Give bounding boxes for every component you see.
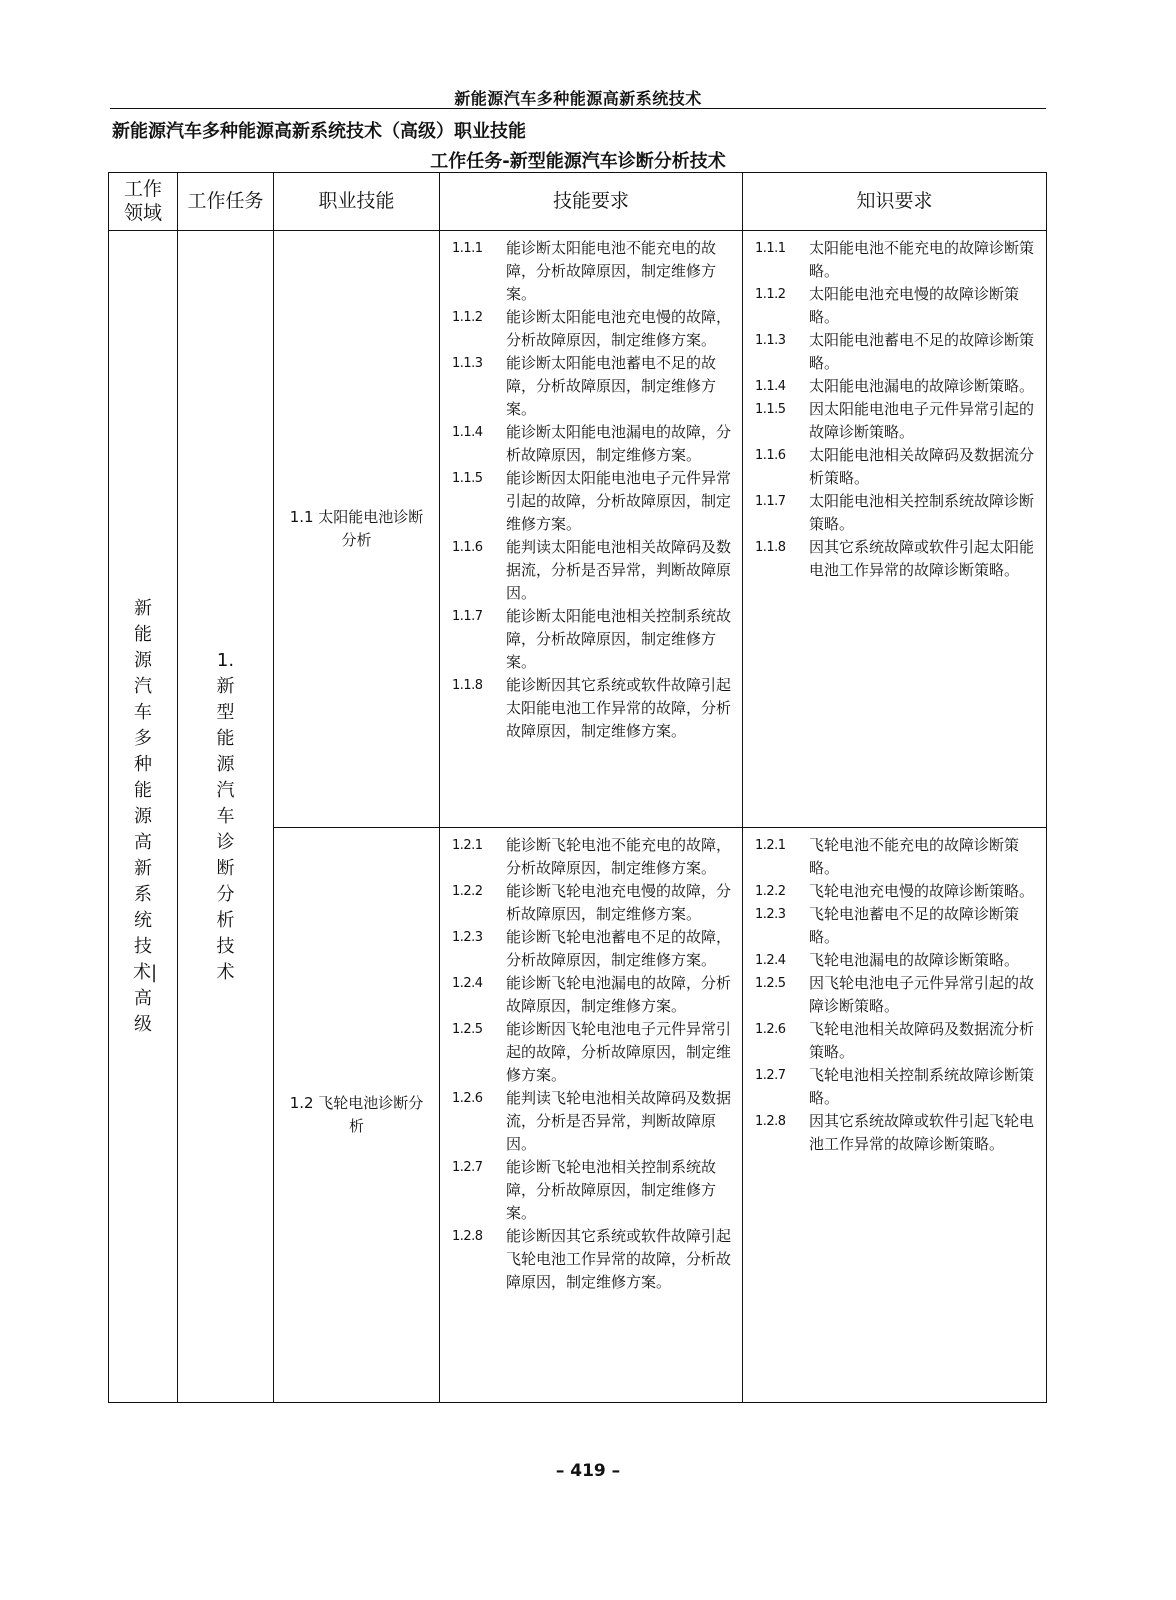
- item-text: 能诊断太阳能电池充电慢的故障，分析故障原因，制定维修方案。: [506, 308, 732, 349]
- list-item: [743, 329, 1046, 375]
- item-text: 能诊断飞轮电池漏电的故障，分析故障原因，制定维修方案。: [506, 974, 732, 1015]
- header-skill-requirements: 技能要求: [440, 173, 743, 231]
- list-item: [440, 467, 742, 536]
- list-item: [440, 1156, 742, 1225]
- item-number: 1.1.7: [755, 494, 786, 509]
- item-text: 因其它系统故障或软件引起太阳能电池工作异常的故障诊断策略。: [809, 538, 1035, 579]
- skill-label: 1.1 太阳能电池诊断分析: [289, 508, 424, 549]
- skills-table: [108, 172, 1047, 1403]
- item-number: 1.2.2: [755, 884, 786, 899]
- item-number: 1.2.7: [755, 1068, 786, 1083]
- list-item: [440, 536, 742, 605]
- list-item: [743, 1018, 1046, 1064]
- item-text: 能诊断太阳能电池蓄电不足的故障，分析故障原因，制定维修方案。: [506, 354, 717, 418]
- item-number: 1.1.7: [452, 609, 483, 624]
- work-domain-text: 新能源汽车多种能源高新系统技术|高级: [133, 597, 158, 1035]
- list-item: [743, 283, 1046, 329]
- list-item: [440, 605, 742, 674]
- skill-cell: [274, 231, 440, 828]
- item-number: 1.1.6: [452, 540, 483, 555]
- item-text: 飞轮电池相关控制系统故障诊断策略。: [809, 1066, 1035, 1107]
- item-number: 1.2.4: [452, 976, 483, 991]
- list-item: [440, 237, 742, 306]
- item-text: 能诊断太阳能电池漏电的故障，分析故障原因，制定维修方案。: [506, 423, 732, 464]
- item-number: 1.1.1: [755, 241, 786, 256]
- list-item: [440, 926, 742, 972]
- item-text: 能诊断因其它系统或软件故障引起飞轮电池工作异常的故障，分析故障原因，制定维修方案。: [506, 1227, 732, 1291]
- header-domain: 工作领域: [109, 173, 178, 231]
- item-text: 能诊断飞轮电池蓄电不足的故障，分析故障原因，制定维修方案。: [506, 928, 732, 969]
- skill-label: 1.2 飞轮电池诊断分析: [289, 1094, 424, 1135]
- item-number: 1.1.4: [452, 425, 483, 440]
- list-item: [743, 903, 1046, 949]
- work-task-cell: [178, 231, 274, 1403]
- item-number: 1.1.2: [755, 287, 786, 302]
- item-number: 1.2.8: [755, 1114, 786, 1129]
- item-text: 因飞轮电池电子元件异常引起的故障诊断策略。: [809, 974, 1035, 1015]
- skill-requirements-cell: [440, 231, 743, 828]
- list-item: [743, 880, 1046, 903]
- list-item: [743, 490, 1046, 536]
- item-number: 1.2.6: [755, 1022, 786, 1037]
- item-number: 1.1.5: [452, 471, 483, 486]
- item-text: 飞轮电池漏电的故障诊断策略。: [809, 951, 1020, 969]
- item-text: 飞轮电池蓄电不足的故障诊断策略。: [809, 905, 1020, 946]
- item-text: 能诊断飞轮电池相关控制系统故障，分析故障原因，制定维修方案。: [506, 1158, 717, 1222]
- list-item: [440, 352, 742, 421]
- list-item: [743, 536, 1046, 582]
- item-text: 能诊断飞轮电池充电慢的故障，分析故障原因，制定维修方案。: [506, 882, 732, 923]
- task-title: 工作任务-新型能源汽车诊断分析技术: [430, 151, 726, 172]
- item-number: 1.2.3: [452, 930, 483, 945]
- item-number: 1.2.3: [755, 907, 786, 922]
- skill-requirements-cell: [440, 828, 743, 1403]
- item-text: 太阳能电池充电慢的故障诊断策略。: [809, 285, 1020, 326]
- item-number: 1.1.1: [452, 241, 483, 256]
- item-number: 1.2.8: [452, 1229, 483, 1244]
- list-item: [743, 444, 1046, 490]
- item-text: 太阳能电池相关故障码及数据流分析策略。: [809, 446, 1035, 487]
- list-item: [440, 674, 742, 743]
- item-text: 能诊断太阳能电池相关控制系统故障，分析故障原因，制定维修方案。: [506, 607, 732, 671]
- item-text: 因其它系统故障或软件引起飞轮电池工作异常的故障诊断策略。: [809, 1112, 1035, 1153]
- item-number: 1.1.2: [452, 310, 483, 325]
- item-number: 1.2.1: [755, 838, 786, 853]
- item-text: 飞轮电池不能充电的故障诊断策略。: [809, 836, 1020, 877]
- list-item: [440, 880, 742, 926]
- header-task: 工作任务: [178, 173, 274, 231]
- list-item: [743, 398, 1046, 444]
- list-item: [440, 1018, 742, 1087]
- header-skill: 职业技能: [274, 173, 440, 231]
- list-item: [743, 1064, 1046, 1110]
- item-number: 1.1.8: [755, 540, 786, 555]
- item-number: 1.2.2: [452, 884, 483, 899]
- item-text: 太阳能电池相关控制系统故障诊断策略。: [809, 492, 1035, 533]
- list-item: [440, 306, 742, 352]
- work-task-text: 1.新型能源汽车诊断分析技术: [216, 649, 235, 983]
- work-domain-cell: [109, 231, 178, 1403]
- item-number: 1.1.3: [755, 333, 786, 348]
- skill-cell: [274, 828, 440, 1403]
- table-row: [109, 231, 1047, 828]
- list-item: [743, 237, 1046, 283]
- item-text: 太阳能电池蓄电不足的故障诊断策略。: [809, 331, 1035, 372]
- item-text: 因太阳能电池电子元件异常引起的故障诊断策略。: [809, 400, 1035, 441]
- item-number: 1.2.6: [452, 1091, 483, 1106]
- item-number: 1.1.8: [452, 678, 483, 693]
- item-text: 能判读太阳能电池相关故障码及数据流，分析是否异常，判断故障原因。: [506, 538, 732, 602]
- knowledge-requirements-cell: [743, 828, 1047, 1403]
- item-text: 能诊断因太阳能电池电子元件异常引起的故障，分析故障原因，制定维修方案。: [506, 469, 732, 533]
- list-item: [743, 1110, 1046, 1156]
- item-number: 1.1.5: [755, 402, 786, 417]
- list-item: [743, 972, 1046, 1018]
- item-text: 太阳能电池漏电的故障诊断策略。: [809, 377, 1035, 395]
- list-item: [440, 421, 742, 467]
- item-text: 能判读飞轮电池相关故障码及数据流，分析是否异常，判断故障原因。: [506, 1089, 732, 1153]
- item-number: 1.1.3: [452, 356, 483, 371]
- list-item: [440, 1225, 742, 1294]
- item-text: 能诊断因其它系统或软件故障引起太阳能电池工作异常的故障，分析故障原因，制定维修方案。: [506, 676, 732, 740]
- item-number: 1.2.1: [452, 838, 483, 853]
- running-header: 新能源汽车多种能源高新系统技术: [454, 89, 702, 108]
- list-item: [743, 834, 1046, 880]
- item-number: 1.1.4: [755, 379, 786, 394]
- table-header-row: [109, 173, 1047, 231]
- list-item: [440, 1087, 742, 1156]
- item-number: 1.2.7: [452, 1160, 483, 1175]
- item-number: 1.2.5: [452, 1022, 483, 1037]
- knowledge-requirements-cell: [743, 231, 1047, 828]
- item-number: 1.1.6: [755, 448, 786, 463]
- list-item: [743, 375, 1046, 398]
- item-text: 飞轮电池充电慢的故障诊断策略。: [809, 882, 1035, 900]
- list-item: [440, 834, 742, 880]
- item-text: 飞轮电池相关故障码及数据流分析策略。: [809, 1020, 1035, 1061]
- header-knowledge-requirements: 知识要求: [743, 173, 1047, 231]
- item-text: 太阳能电池不能充电的故障诊断策略。: [809, 239, 1035, 280]
- item-text: 能诊断飞轮电池不能充电的故障，分析故障原因，制定维修方案。: [506, 836, 732, 877]
- header-rule: [110, 108, 1046, 109]
- item-number: 1.2.5: [755, 976, 786, 991]
- item-number: 1.2.4: [755, 953, 786, 968]
- list-item: [743, 949, 1046, 972]
- page-number: – 419 –: [555, 1461, 621, 1481]
- item-text: 能诊断太阳能电池不能充电的故障，分析故障原因，制定维修方案。: [506, 239, 717, 303]
- item-text: 能诊断因飞轮电池电子元件异常引起的故障，分析故障原因，制定维修方案。: [506, 1020, 732, 1084]
- document-title: 新能源汽车多种能源高新系统技术（高级）职业技能: [112, 121, 526, 142]
- list-item: [440, 972, 742, 1018]
